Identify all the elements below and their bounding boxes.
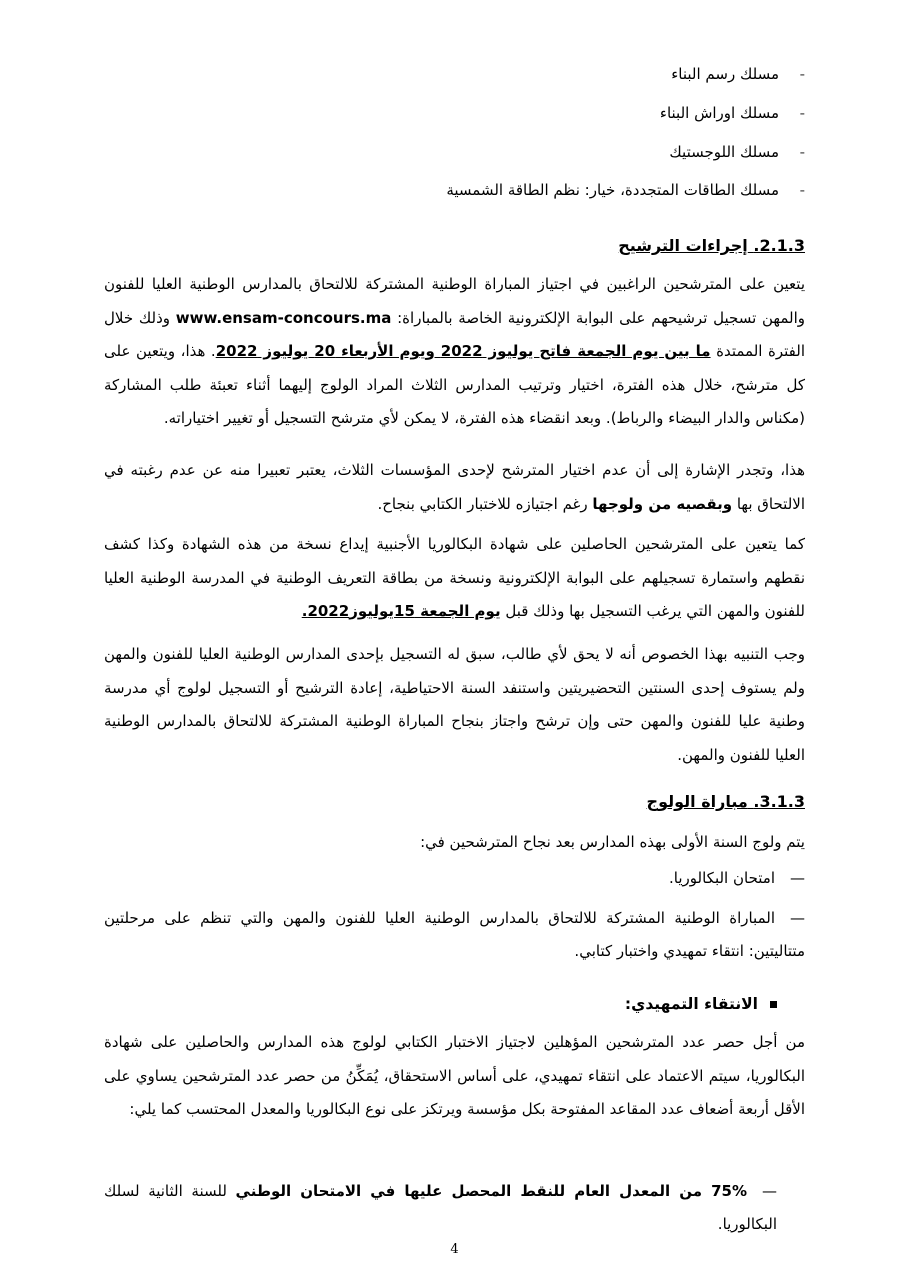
list-item-text: مسلك الطاقات المتجددة، خيار: نظم الطاقة الشمسية <box>446 181 779 199</box>
em-dash-bullet: — <box>790 909 805 927</box>
list-item <box>104 902 805 968</box>
list-item-text: للسنة الثانية لسلك البكالوريا. <box>104 1182 777 1233</box>
dash-bullet: - <box>799 65 805 83</box>
paragraph-warning: وجب التنبيه بهذا الخصوص أنه لا يحق لأي طالب، سبق له التسجيل بإحدى المدارس الوطنية العليا للفنون والمهن ولم يستوف إحدى السنتين التحضيريتين واستنفد السنة الاحتياطية، إعادة الترشيح أو التسجيل لولوج أي مدرسة وطنية عليا للفنون والمهن حتى وإن ترشح واجتاز بنجاح المباراة الوطنية المشتركة للالتحاق بالمدارس الوطنية العليا للفنون والمهن. <box>104 645 805 764</box>
text-run: . هذا، ويتعين على كل مترشح، خلال هذه الفترة، اختيار وترتيب المدارس الثلاث المراد الولوج إليهما أثناء تعبئة طلب المشاركة (مكناس والدار البيضاء والرباط). وبعد انقضاء هذه الفترة، لا يمكن لأي مترشح التسجيل أو تغيير اختياراته. <box>104 342 805 427</box>
text-run: كما يتعين على المترشحين الحاصلين على شهادة البكالوريا الأجنبية إيداع نسخة من هذه الشهادة وكذا كشف نقطهم واستمارة تسجيلهم على البوابة الإلكترونية ونسخة من بطاقة التعريف الوطنية في المدرسة الوطنية العليا للفنون والمهن التي يرغب التسجيل بها وذلك قبل <box>104 535 805 620</box>
section-title: مباراة الولوج <box>646 792 748 811</box>
section-number: .3.1.3 <box>753 792 805 811</box>
paragraph-preselection: من أجل حصر عدد المترشحين المؤهلين لاجتياز الاختبار الكتابي لولوج هذه المدارس والحاصلين على شهادة البكالوريا، سيتم الاعتماد على انتقاء تمهيدي، على أساس الاستحقاق، يُمَكِّنُ من حصر عدد المترشحين يساوي على الأقل أربعة أضعاف عدد المقاعد المفتوحة بكل مؤسسة ويرتكز على نوع البكالوريا والمعدل المحتسب كما يلي: <box>104 1033 805 1118</box>
dash-bullet: - <box>799 181 805 199</box>
section-number: .2.1.3 <box>753 236 805 255</box>
text-run: هذا، وتجدر الإشارة إلى أن عدم اختيار المترشح لإحدى المؤسسات الثلاث، يعتبر تعبيرا منه عن عدم رغبته في الالتحاق بها <box>104 461 805 513</box>
dash-bullet: - <box>799 104 805 122</box>
paragraph-foreign-baccalaureate <box>104 528 805 629</box>
section-heading-3-1-3 <box>647 792 805 811</box>
square-bullet-icon <box>770 1001 777 1008</box>
em-dash-bullet: — <box>790 869 805 887</box>
bold-phrase: وبقصيه من ولوجها <box>592 494 733 513</box>
sub-heading-text: الانتقاء التمهيدي: <box>624 995 758 1013</box>
section-heading-2-1-3 <box>618 236 805 255</box>
paragraph-choice-note <box>104 454 805 521</box>
list-item <box>671 64 805 84</box>
text-run: يتعين على المترشحين الراغبين في اجتياز المباراة الوطنية المشتركة للالتحاق بالمدارس الوطنية العليا للفنون والمهن تسجيل ترشيحهم على البوابة الإلكترونية الخاصة بالمباراة: <box>104 275 805 327</box>
paragraph-registration <box>104 268 805 436</box>
list-item-text: مسلك اللوجستيك <box>669 143 779 161</box>
list-item <box>660 103 805 123</box>
bold-phrase: 75% من المعدل العام للنقط المحصل عليها في الامتحان الوطني <box>235 1182 747 1200</box>
deadline-date: يوم الجمعة 15يوليوز2022. <box>301 602 501 620</box>
list-item <box>446 180 805 200</box>
sub-heading-preselection <box>625 995 777 1013</box>
list-item-text: مسلك رسم البناء <box>671 65 779 83</box>
section-title: إجراءات الترشيح <box>618 236 748 255</box>
text-run: رغم اجتيازه للاختبار الكتابي بنجاح. <box>377 494 593 513</box>
list-item-text: مسلك اوراش البناء <box>659 104 779 122</box>
list-item-text: المباراة الوطنية المشتركة للالتحاق بالمدارس الوطنية العليا للفنون والمهن والتي تنظم على مرحلتين متتاليتين: انتقاء تمهيدي واختبار كتابي. <box>104 909 805 960</box>
section-intro: يتم ولوج السنة الأولى بهذه المدارس بعد نجاح المترشحين في: <box>420 833 805 851</box>
em-dash-bullet: — <box>762 1182 777 1200</box>
list-item <box>669 142 805 162</box>
dash-bullet: - <box>799 143 805 161</box>
list-item <box>104 862 805 895</box>
registration-period: ما بين يوم الجمعة فاتح يوليوز 2022 ويوم الأربعاء 20 يوليوز 2022 <box>215 342 711 360</box>
text-run: وذلك خلال الفترة الممتدة <box>104 308 805 360</box>
list-item-text: امتحان البكالوريا. <box>669 869 775 887</box>
website-link[interactable]: www.ensam-concours.ma <box>175 308 392 327</box>
page-number: 4 <box>450 1242 459 1257</box>
list-item <box>104 1175 777 1241</box>
